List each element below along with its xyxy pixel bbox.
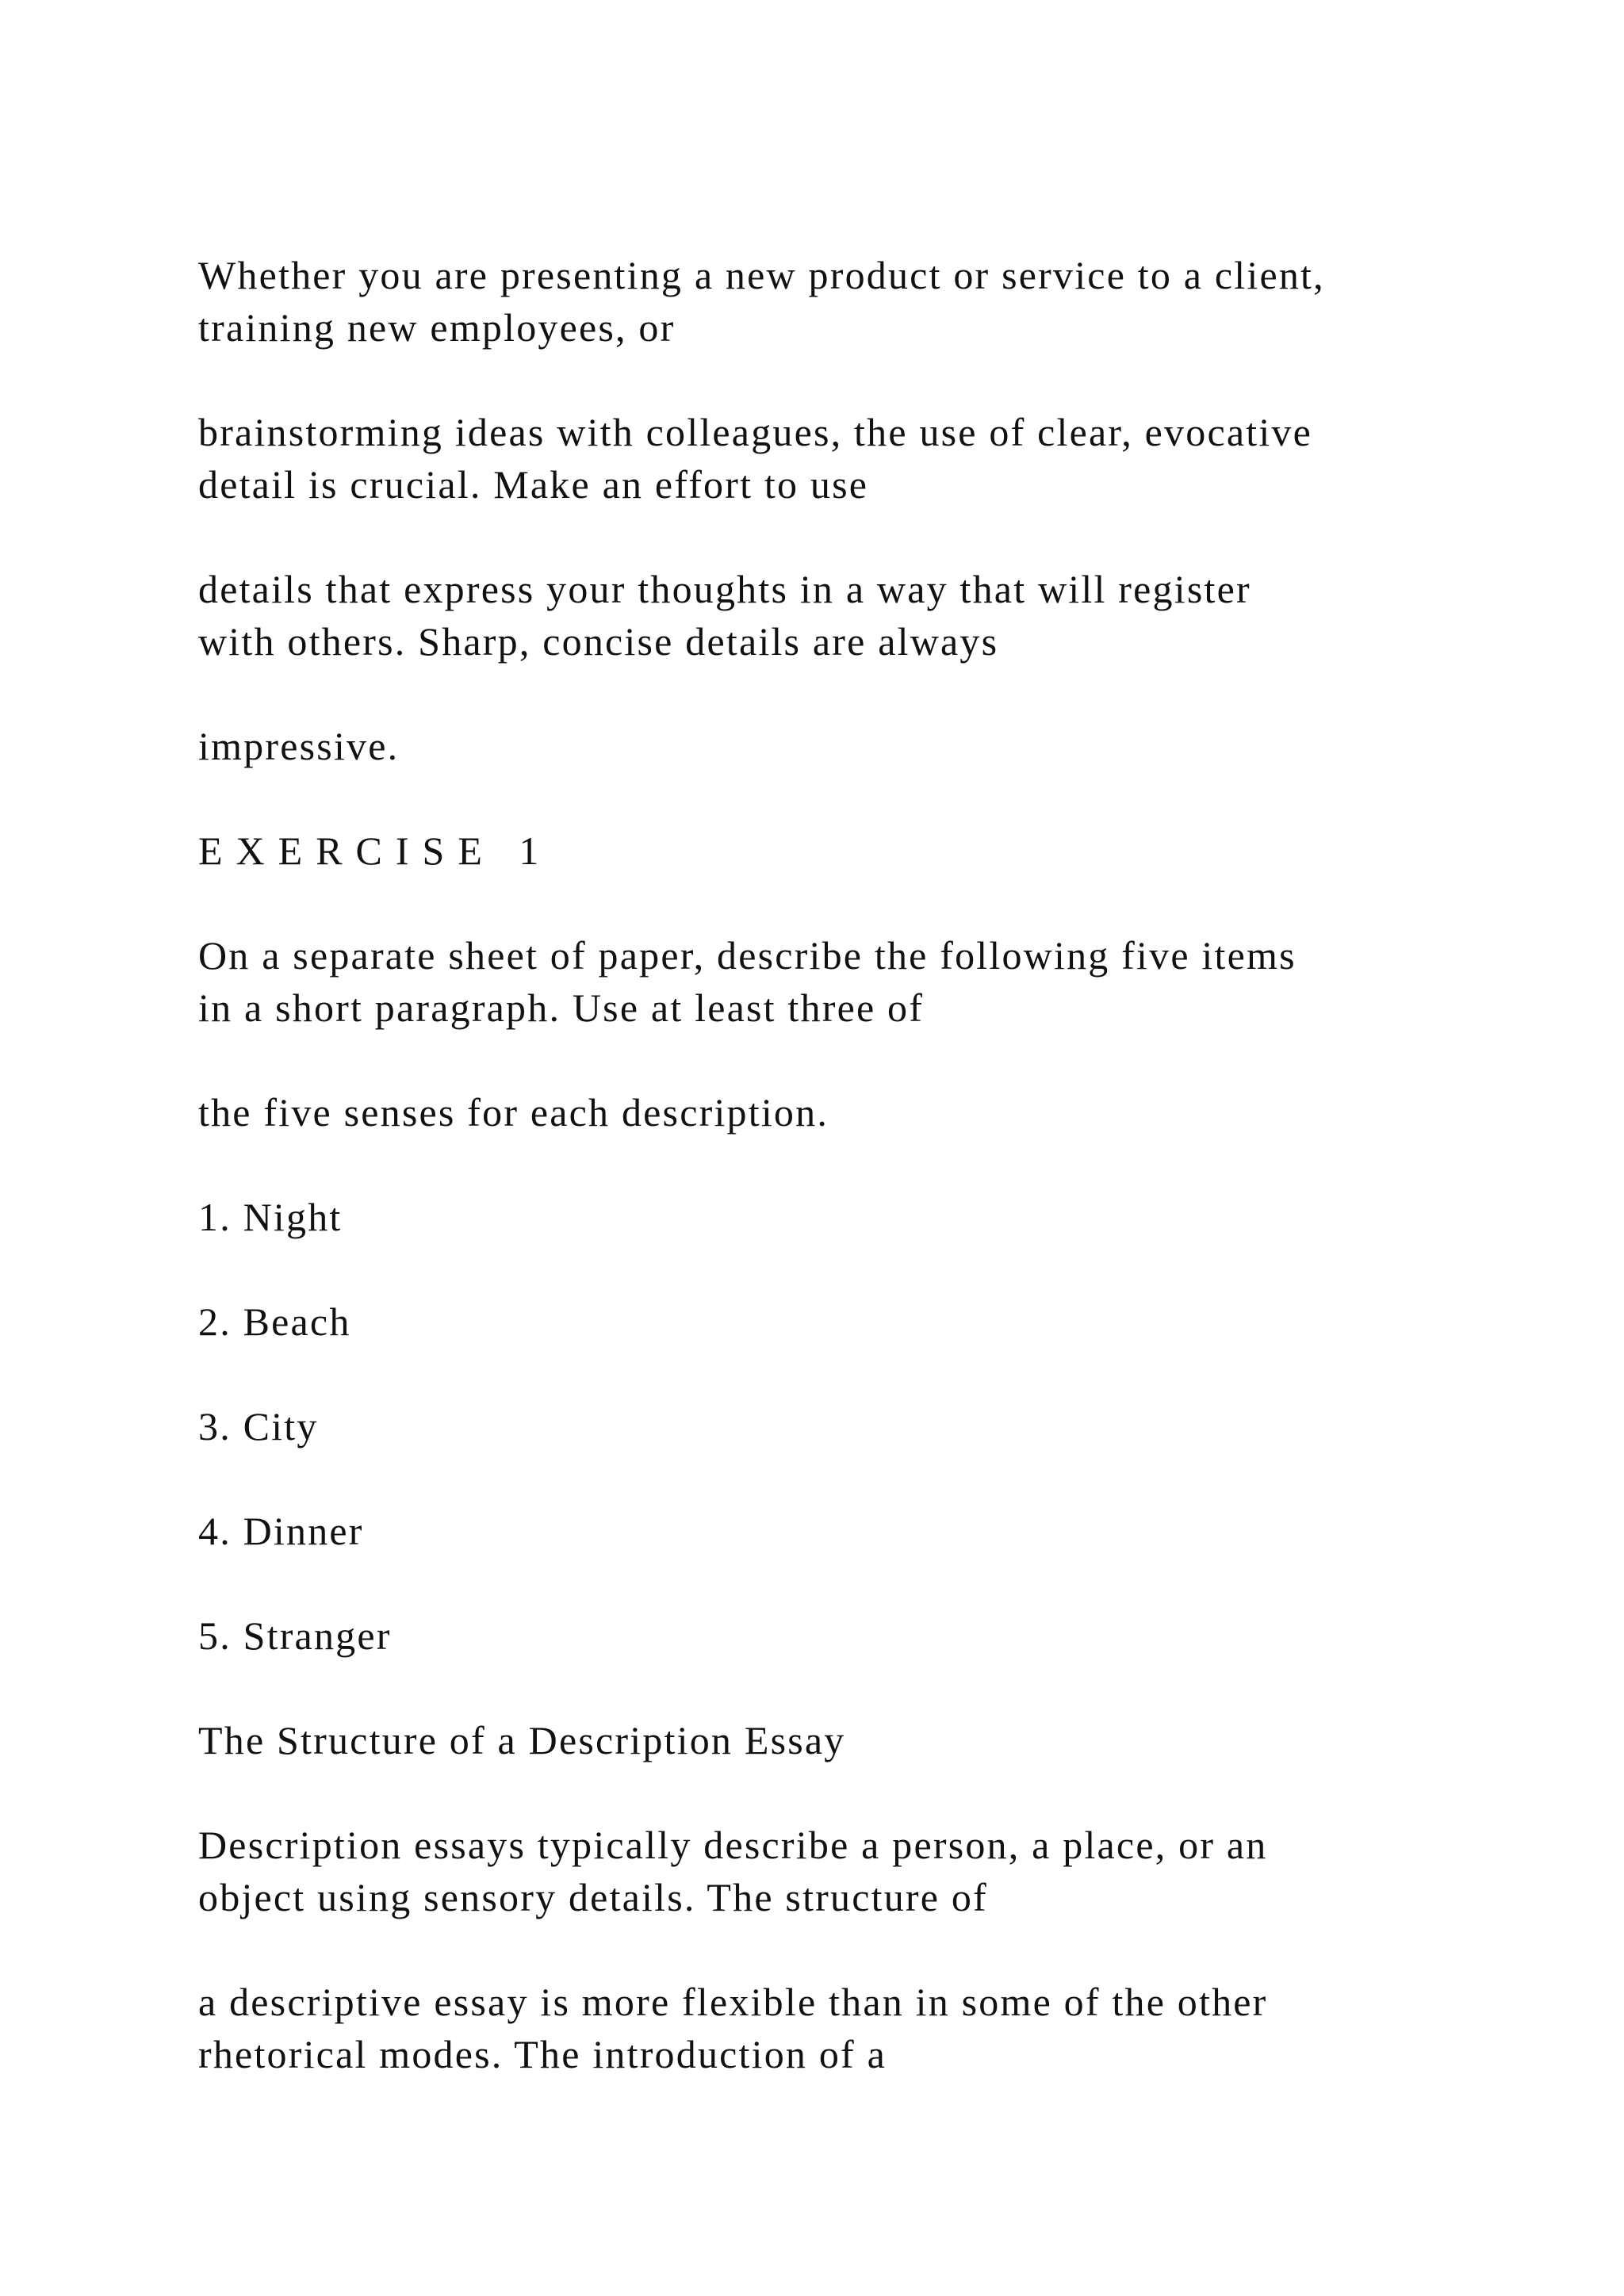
text-line: Whether you are presenting a new product or service to a client,: [198, 253, 1325, 297]
list-item-text: 4. Dinner: [198, 1509, 364, 1553]
paragraph-senses: [198, 1086, 1515, 1138]
exercise-heading-text: EXERCISE 1: [198, 828, 553, 873]
paragraph-presenting: [198, 249, 1515, 354]
text-line: details that express your thoughts in a way that will register: [198, 567, 1251, 611]
list-item-night: [198, 1191, 1515, 1243]
exercise-heading: [198, 825, 1515, 877]
list-item-beach: [198, 1295, 1515, 1348]
paragraph-brainstorming: [198, 406, 1515, 511]
list-item-text: 1. Night: [198, 1195, 343, 1239]
list-item-text: 3. City: [198, 1404, 319, 1448]
list-item-stranger: [198, 1609, 1515, 1662]
paragraph-description-essays: [198, 1819, 1515, 1923]
paragraph-details: [198, 563, 1515, 668]
paragraph-instructions: [198, 929, 1515, 1034]
list-item-dinner: [198, 1505, 1515, 1557]
text-line: brainstorming ideas with colleagues, the use of clear, evocative: [198, 410, 1313, 454]
text-line: with others. Sharp, concise details are always: [198, 619, 999, 664]
list-item-text: 5. Stranger: [198, 1613, 392, 1658]
text-line: object using sensory details. The structure of: [198, 1875, 988, 1919]
section-heading: [198, 1714, 1515, 1766]
text-line: On a separate sheet of paper, describe the following five items: [198, 933, 1297, 978]
list-item-text: 2. Beach: [198, 1299, 351, 1344]
list-item-city: [198, 1400, 1515, 1452]
text-line: rhetorical modes. The introduction of a: [198, 2032, 887, 2076]
section-heading-text: The Structure of a Description Essay: [198, 1718, 846, 1762]
text-line: the five senses for each description.: [198, 1090, 829, 1135]
paragraph-impressive: [198, 720, 1515, 772]
text-line: in a short paragraph. Use at least three of: [198, 985, 925, 1030]
text-line: detail is crucial. Make an effort to use: [198, 462, 869, 507]
paragraph-structure: [198, 1976, 1515, 2080]
text-line: Description essays typically describe a person, a place, or an: [198, 1823, 1268, 1867]
text-line: training new employees, or: [198, 305, 676, 350]
text-line: impressive.: [198, 724, 400, 768]
text-line: a descriptive essay is more flexible than in some of the other: [198, 1980, 1268, 2024]
